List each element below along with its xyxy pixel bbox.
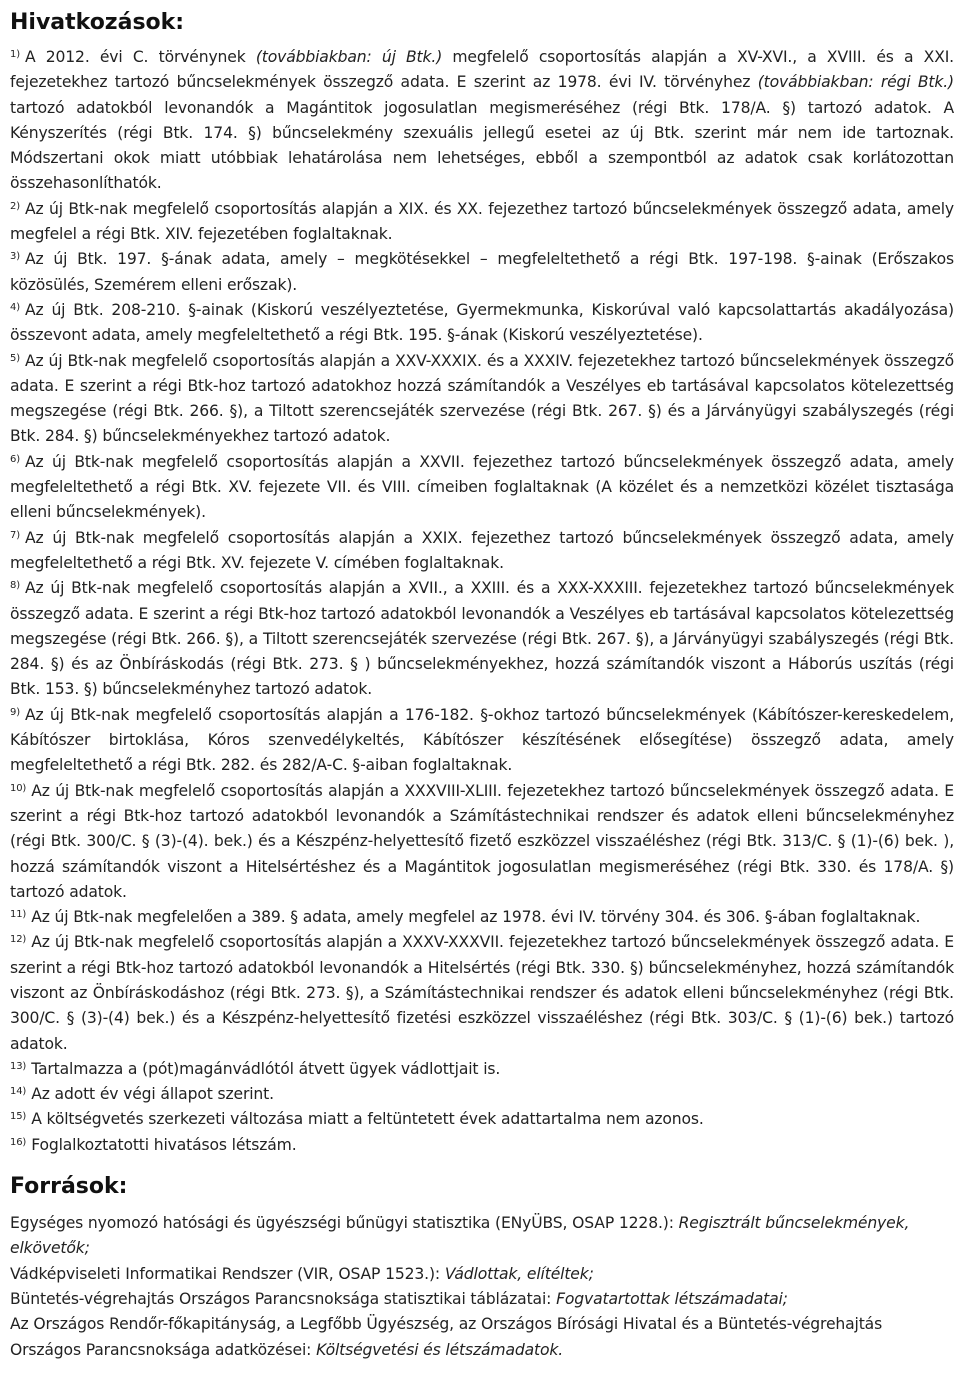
footnote [10,930,954,1056]
footnote-text: Foglalkoztatotti hivatásos létszám. [31,1135,297,1154]
source-dataset: Regisztrált bűncselekmények, elkövetők; [10,1214,910,1258]
footnote [10,298,954,349]
source-entry [10,1287,954,1312]
footnote-number: 9) [10,706,20,718]
footnote [10,1133,954,1158]
footnote-text: Az új Btk-nak megfelelően a 389. § adata, amely megfelel az 1978. évi IV. törvény 304. és 306. §-ában foglaltaknak. [31,908,921,927]
footnote-text: Az adott év végi állapot szerint. [31,1085,274,1104]
footnote [10,247,954,298]
footnote-number: 7) [10,529,20,541]
footnote-number: 13) [10,1060,27,1072]
footnote-text: Az új Btk-nak megfelelő csoportosítás alapján a XXXV-XXXVII. fejezetekhez tartozó bűncselekmények összegző adata. E szerint a régi Btk-hoz tartozó adatokból levonandók a Hitelsértés (régi Btk. 330. §) bűncselekményhez, hozzá számítandók viszont az Önbíráskodáshoz (régi Btk. 273. §), a Számítástechnikai rendszer és adatok elleni bűncselekményhez (régi Btk. 300/C. § (3)-(4) bek.) és a Készpénz-helyettesítő fizetési eszközzel visszaéléshez (régi Btk. 303/C. § (1)-(6) bek.) tartozó adatok. [10,933,954,1053]
source-name: Egységes nyomozó hatósági és ügyészségi bűnügyi statisztika (ENyÜBS, OSAP 1228.): [10,1214,679,1233]
footnote-text: A 2012. évi C. törvénynek [24,48,256,66]
source-name: Vádképviseleti Informatikai Rendszer (VIR, OSAP 1523.): [10,1264,445,1283]
footnote-italic-text: (továbbiakban: régi Btk.) [757,73,954,92]
source-entry [10,1312,954,1363]
footnote-number: 4) [10,301,20,313]
footnote [10,703,954,779]
footnote [10,45,954,197]
footnote [10,349,954,450]
footnote [10,779,954,905]
footnote-text: Az új Btk. 197. §-ának adata, amely – megkötésekkel – megfeleltethető a régi Btk. 197-198. §-ainak (Erőszakos közösülés, Szemérem elleni erőszak). [10,250,954,294]
footnote-text: Az új Btk-nak megfelelő csoportosítás alapján a 176-182. §-okhoz tartozó bűncselekmények (Kábítószer-kereskedelem, Kábítószer birtoklása, Kóros szenvedélykeltés, Kábítószer készítésének elősegítése) összegző adata, amely megfeleltethető a régi Btk. 282. és 282/A-C. §-aiban foglaltaknak. [10,705,954,775]
footnote-number: 11) [10,909,27,921]
footnote-number: 12) [10,934,27,946]
footnote-text: Az új Btk-nak megfelelő csoportosítás alapján a XXIX. fejezethez tartozó bűncselekmények összegző adata, amely megfeleltethető a régi Btk. XV. fejezete V. címében foglaltaknak. [10,528,954,572]
footnote [10,576,954,702]
footnote [10,450,954,526]
footnote-text: Az új Btk-nak megfelelő csoportosítás alapján a XIX. és XX. fejezethez tartozó bűncselekmények összegző adata, amely megfelel a régi Btk. XIV. fejezetében foglaltaknak. [10,199,954,244]
footnote-list [10,45,954,1158]
footnote-text: Az új Btk-nak megfelelő csoportosítás alapján a XXVII. fejezethez tartozó bűncselekmények összegző adata, amely megfeleltethető a régi Btk. XV. fejezete VII. és VIII. címeiben foglaltaknak (A közélet és a nemzetközi közélet tisztasága elleni bűncselekmények). [10,452,954,522]
footnote-number: 2) [10,200,20,212]
footnote [10,1107,954,1132]
footnote-text: Az új Btk-nak megfelelő csoportosítás alapján a XVII., a XXIII. és a XXX-XXXIII. fejezetekhez tartozó bűncselekmények összegző adata. E szerint a régi Btk-hoz tartozó adatokból levonandók a Veszélyes eb tartásával kapcsolatos kötelezettség megszegése (régi Btk. 266. §), a Tiltott szerencsejáték szervezése (régi Btk. 267. §), a Járványügyi szabályszegés (régi Btk. 284. §) és az Önbíráskodás (régi Btk. 273. § ) bűncselekményekhez, hozzá számítandók viszont a Háborús uszítás (régi Btk. 153. §) bűncselekményhez tartozó adatok. [10,579,954,699]
footnote-number: 14) [10,1086,27,1098]
sources-heading: Források: [10,1174,128,1200]
footnote-text: megfelelő csoportosítás alapján a XV-XVI., a XVIII. és a XXI. fejezetekhez tartozó bűncselekmények összegző adata. E szerint az 1978. évi IV. törvényhez [10,48,954,92]
footnote [10,1057,954,1082]
footnote-italic-text: (továbbiakban: új Btk.) [255,48,443,66]
footnote-number: 3) [10,251,20,263]
source-dataset: Vádlottak, elítéltek; [444,1264,594,1283]
footnote-text: A költségvetés szerkezeti változása miatt a feltüntetett évek adattartalma nem azonos. [31,1110,704,1129]
footnote [10,905,954,930]
source-name: Az Országos Rendőr-főkapitányság, a Legfőbb Ügyészség, az Országos Bírósági Hivatal és a Büntetés-végrehajtás Országos Parancsnoksága adatközései: [10,1315,883,1359]
footnote [10,1082,954,1107]
source-entry [10,1211,954,1262]
footnote-number: 1) [10,49,20,60]
footnote-text: Az új Btk-nak megfelelő csoportosítás alapján a XXV-XXXIX. és a XXXIV. fejezetekhez tartozó bűncselekmények összegző adata. E szerint a régi Btk-hoz tartozó adatokhoz hozzá számítandók a Veszélyes eb tartásával kapcsolatos kötelezettség megszegése (régi Btk. 266. §), a Tiltott szerencsejáték szervezése (régi Btk. 267. §) és a Járványügyi szabályszegés (régi Btk. 284. §) bűncselekményekhez tartozó adatok. [10,351,954,446]
footnote-text: tartozó adatokból levonandók a Magántitok jogosulatlan megismeréséhez (régi Btk. 178/A. §) tartozó adatok. A Kényszerítés (régi Btk. 174. §) bűncselekmény szexuális jellegű esetei az új Btk. szerint már nem ide tartoznak. Módszertani okok miatt utóbbiak lehatárolása nem lehetséges, ebből a szempontból az adatok csak korlátozottan összehasonlíthatók. [10,98,954,193]
footnote-number: 8) [10,580,20,592]
footnote-number: 16) [10,1136,27,1148]
footnote-number: 15) [10,1111,27,1123]
footnote-number: 10) [10,782,27,794]
footnote-text: Tartalmazza a (pót)magánvádlótól átvett ügyek vádlottjait is. [31,1059,501,1078]
footnote [10,197,954,248]
footnote-number: 6) [10,453,20,465]
source-dataset: Fogvatartottak létszámadatai; [556,1289,788,1308]
footnote-text: Az új Btk-nak megfelelő csoportosítás alapján a XXXVIII-XLIII. fejezetekhez tartozó bűncselekmények összegző adata. E szerint a régi Btk-hoz tartozó adatokból levonandók a Számítástechnikai rendszer és adatok elleni bűncselekményhez (régi Btk. 300/C. § (3)-(4). bek.) és a Készpénz-helyettesítő fizető eszközzel visszaéléshez (régi Btk. 313/C. § (1)-(6) bek. ), hozzá számítandók viszont a Hitelsértéshez és a Magántitok jogosulatlan megismeréséhez (régi Btk. 330. és 178/A. §) tartozó adatok. [10,781,954,901]
source-list [10,1211,954,1363]
references-heading: Hivatkozások: [10,10,185,35]
footnote-text: Az új Btk. 208-210. §-ainak (Kiskorú veszélyeztetése, Gyermekmunka, Kiskorúval való kapcsolattartás akadályozása) összevont adata, amely megfeleltethető a régi Btk. 195. §-ának (Kiskorú veszélyeztetése). [10,300,954,345]
footnote [10,526,954,577]
source-dataset: Költségvetési és létszámadatok. [316,1340,564,1359]
source-name: Büntetés-végrehajtás Országos Parancsnoksága statisztikai táblázatai: [10,1289,557,1308]
source-entry [10,1262,954,1287]
footnote-number: 5) [10,352,20,364]
